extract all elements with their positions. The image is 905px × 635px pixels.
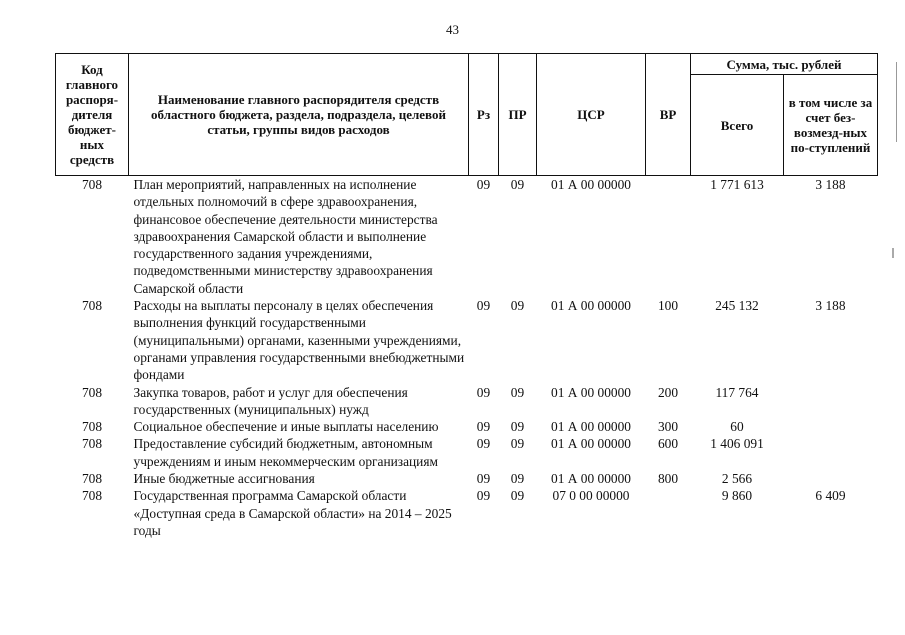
header-sum: Сумма, тыс. рублей: [691, 54, 878, 75]
table-row: [56, 384, 878, 419]
row-csr: 01 А 00 00000: [551, 436, 631, 452]
row-rz: 09: [476, 419, 491, 435]
row-vr: 800: [657, 471, 679, 487]
table-row: [56, 435, 878, 470]
row-incl: 6 409: [815, 488, 846, 504]
row-csr: 01 А 00 00000: [551, 419, 631, 435]
row-csr: 01 А 00 00000: [551, 177, 631, 192]
header-rz: Рз: [469, 54, 499, 176]
row-vr: 600: [657, 436, 679, 452]
header-name: Наименование главного распорядителя средств областного бюджета, раздела, подраздела, целевой статьи, группы видов расходов: [129, 54, 469, 176]
header-vr: ВР: [646, 54, 691, 176]
row-total: 60: [730, 419, 744, 435]
row-pr: 09: [510, 436, 525, 452]
row-name: Государственная программа Самарской области «Доступная среда в Самарской области» на 2014 – 2025 годы: [133, 488, 452, 538]
row-rz: 09: [476, 384, 491, 400]
row-rz: 09: [476, 177, 491, 192]
budget-table: [55, 53, 878, 539]
row-csr: 01 А 00 00000: [551, 384, 631, 400]
header-code: Код главного распоря-дителя бюджет-ных средств: [56, 54, 129, 176]
row-pr: 09: [510, 471, 525, 487]
row-rz: 09: [476, 471, 491, 487]
row-total: 117 764: [715, 384, 759, 400]
header-pr: ПР: [499, 54, 537, 176]
header-total: Всего: [691, 75, 784, 176]
row-total: 1 406 091: [710, 436, 764, 452]
row-code: 708: [81, 177, 103, 192]
row-vr: [646, 176, 691, 298]
row-incl: 3 188: [815, 177, 846, 192]
page-number: 43: [446, 22, 459, 37]
row-total: 9 860: [721, 488, 753, 504]
row-incl: 3 188: [815, 298, 846, 314]
table-row: [56, 297, 878, 383]
row-vr: 100: [657, 298, 679, 314]
row-name: План мероприятий, направленных на исполнение отдельных полномочий в сфере здравоохранения, финансовое обеспечение деятельности министерства здравоохранения Самарской области и выполнение государственного задания учреждениями, подведомственными министерству здравоохранения Самарской области: [133, 177, 438, 296]
table-row: [56, 470, 878, 487]
row-csr: 01 А 00 00000: [551, 471, 631, 487]
row-pr: 09: [510, 488, 525, 504]
table-header: [56, 54, 878, 176]
row-code: 708: [81, 471, 103, 487]
row-name: Социальное обеспечение и иные выплаты населению: [133, 419, 439, 435]
row-pr: 09: [510, 384, 525, 400]
row-total: 245 132: [715, 298, 759, 314]
row-rz: 09: [476, 488, 491, 504]
row-incl: [784, 418, 878, 435]
row-vr: 200: [657, 384, 679, 400]
row-total: 1 771 613: [710, 177, 764, 192]
header-csr: ЦСР: [537, 54, 646, 176]
row-pr: 09: [510, 177, 525, 192]
row-code: 708: [81, 384, 103, 400]
row-csr: 01 А 00 00000: [551, 298, 631, 314]
row-name: Иные бюджетные ассигнования: [133, 471, 315, 487]
row-rz: 09: [476, 436, 491, 452]
row-vr: 300: [657, 419, 679, 435]
header-incl: в том числе за счет без-возмезд-ных по-ступлений: [784, 75, 878, 176]
row-incl: [784, 384, 878, 419]
table-row: [56, 176, 878, 298]
table-row: [56, 487, 878, 539]
row-pr: 09: [510, 298, 525, 314]
row-csr: 07 0 00 00000: [552, 488, 630, 504]
row-incl: [784, 435, 878, 470]
row-name: Предоставление субсидий бюджетным, автономным учреждениям и иным некоммерческим организациям: [133, 436, 438, 469]
row-pr: 09: [510, 419, 525, 435]
row-code: 708: [81, 419, 103, 435]
row-rz: 09: [476, 298, 491, 314]
row-name: Расходы на выплаты персоналу в целях обеспечения выполнения функций государственными (муниципальными) органами, казенными учреждениями, органами управления государственными внебюджетными фондами: [133, 298, 465, 383]
table-row: [56, 418, 878, 435]
scan-edge-mark: [892, 248, 894, 258]
row-code: 708: [81, 298, 103, 314]
row-name: Закупка товаров, работ и услуг для обеспечения государственных (муниципальных) нужд: [133, 384, 408, 417]
row-total: 2 566: [721, 471, 753, 487]
row-incl: [784, 470, 878, 487]
scan-edge-line: [896, 62, 897, 142]
row-code: 708: [81, 436, 103, 452]
row-code: 708: [81, 488, 103, 504]
table-body: [56, 176, 878, 540]
row-vr: [646, 487, 691, 539]
